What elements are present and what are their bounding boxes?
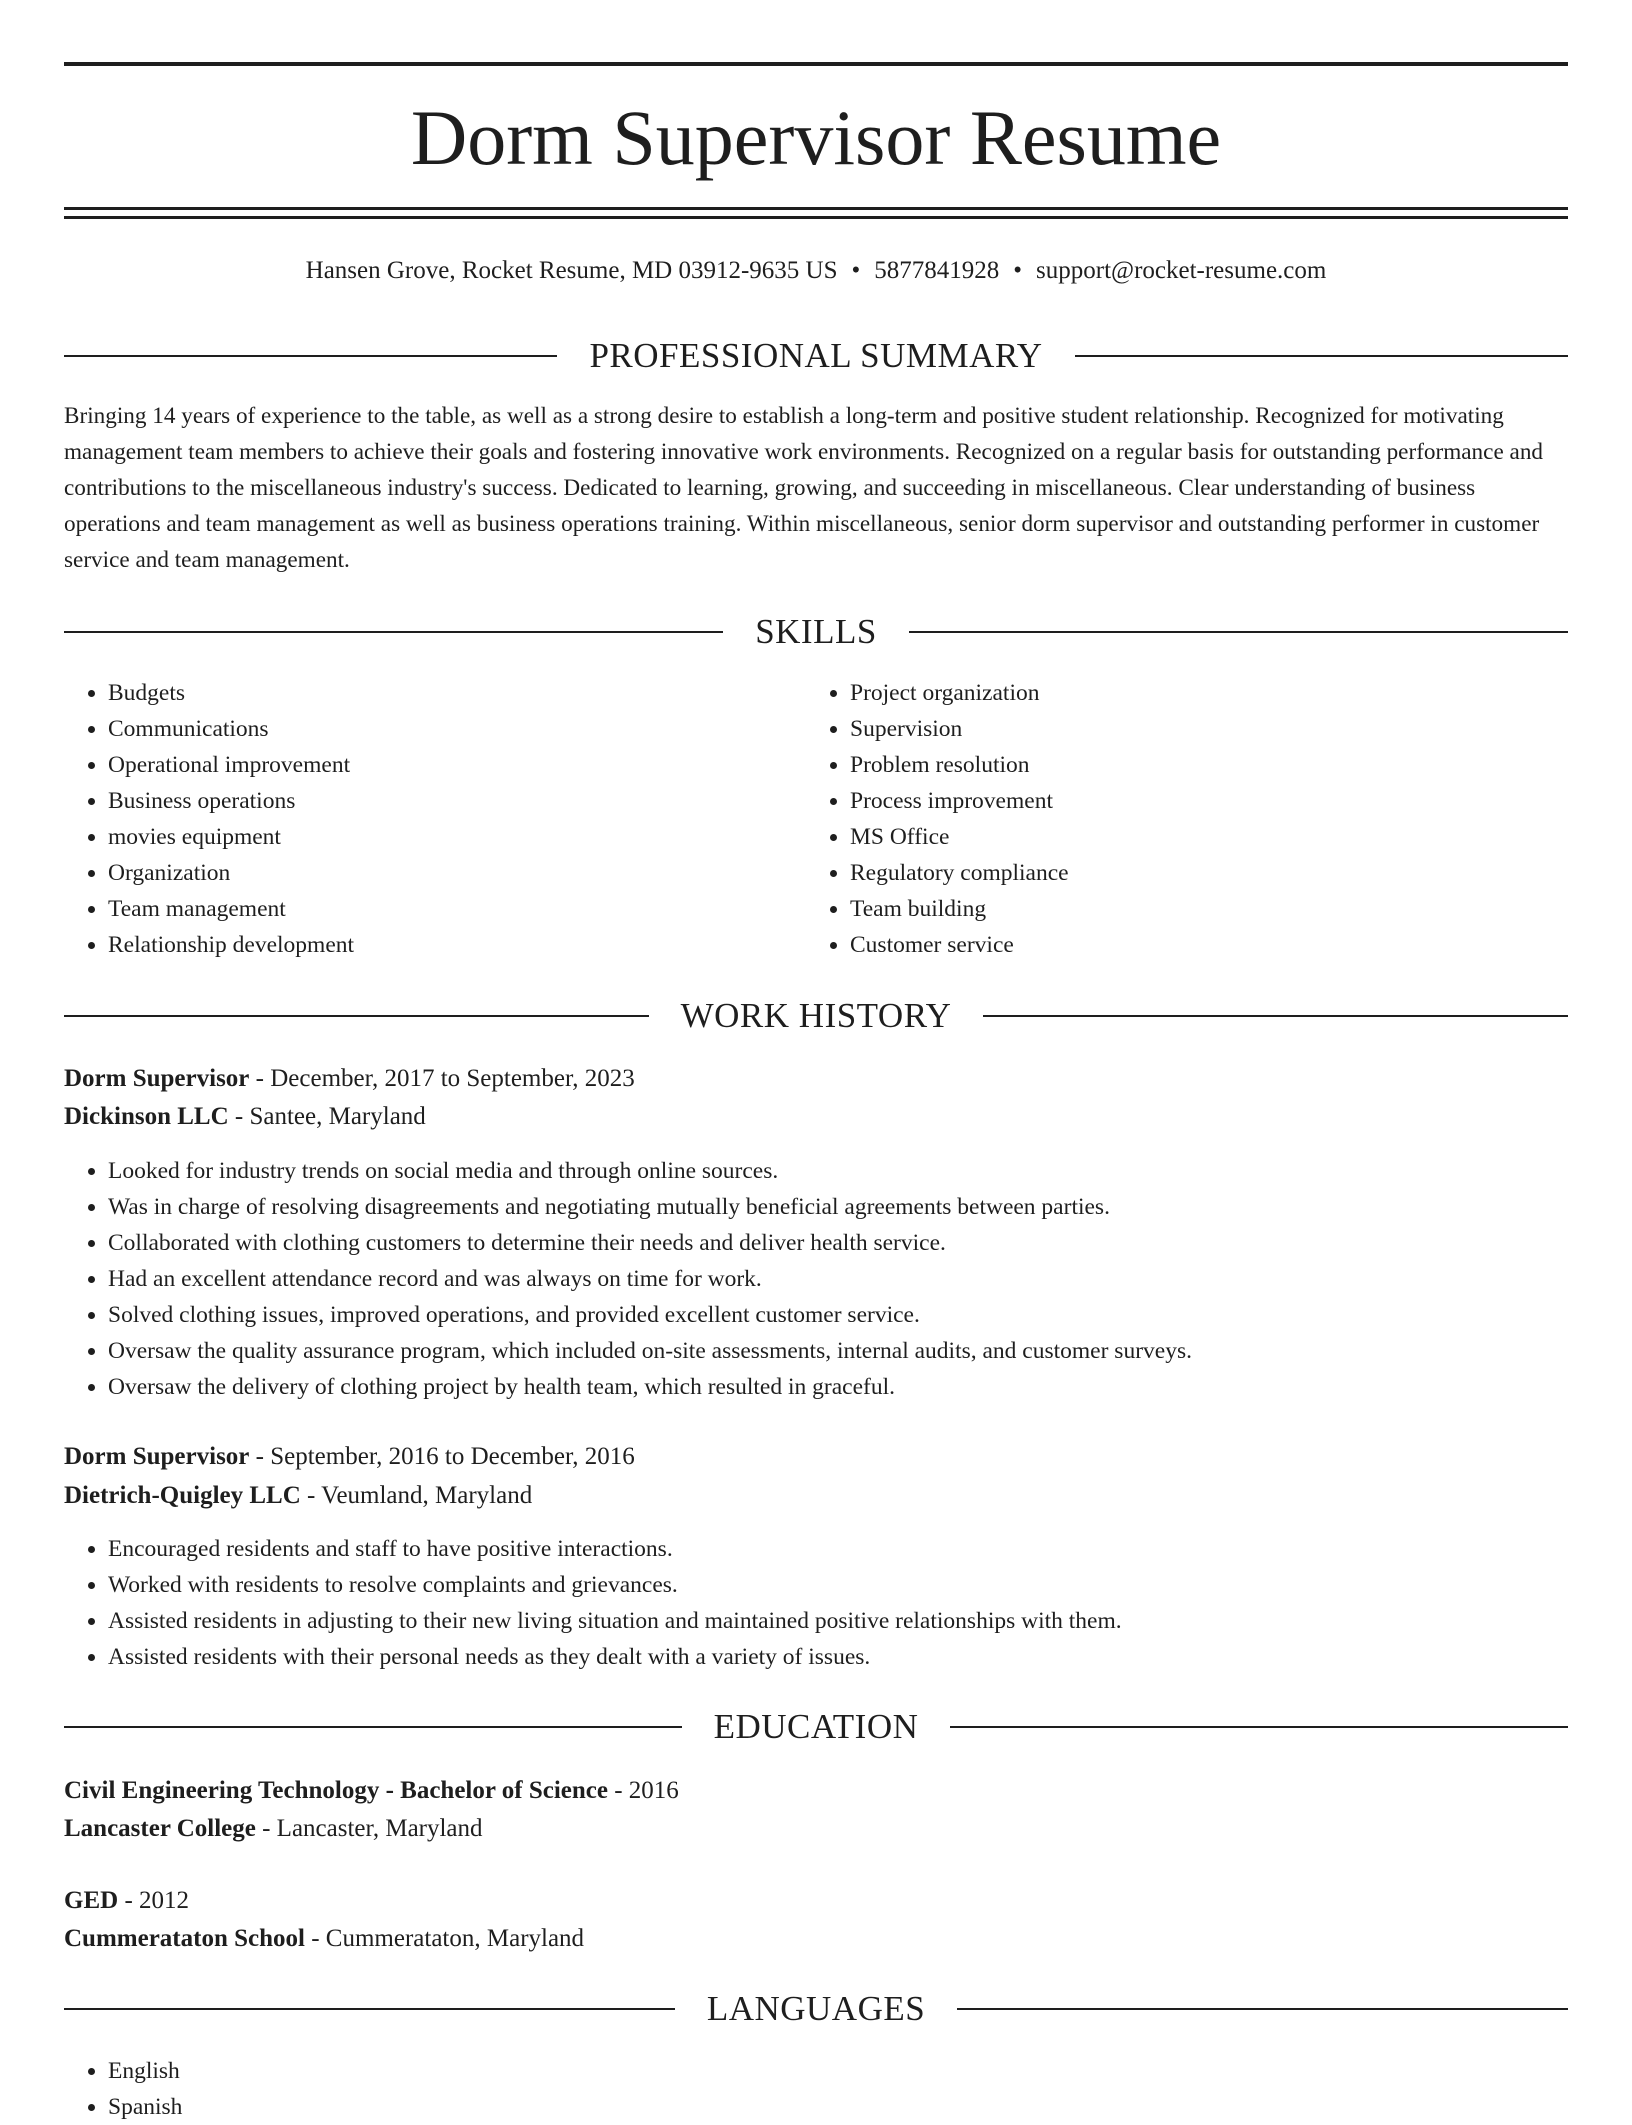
section-title: WORK HISTORY — [680, 996, 952, 1035]
heading-rule — [64, 1015, 649, 1017]
job-duty: • Oversaw the delivery of clothing project by health team, which resulted in graceful. — [108, 1369, 1568, 1405]
heading-rule — [950, 1726, 1568, 1728]
contact-phone: 5877841928 — [874, 257, 1000, 284]
skill-item: • Team building — [850, 891, 1566, 927]
section-title: LANGUAGES — [706, 1989, 926, 2028]
job-duty: • Looked for industry trends on social media and through online sources. — [108, 1153, 1568, 1189]
title-double-rule — [64, 207, 1568, 219]
job-duty: • Collaborated with clothing customers to determine their needs and deliver health service. — [108, 1225, 1568, 1261]
section-title: SKILLS — [755, 612, 877, 651]
heading-rule — [64, 2008, 675, 2010]
school-name: Lancaster College — [64, 1815, 256, 1842]
skill-item: • Regulatory compliance — [850, 855, 1566, 891]
skill-item: • Communications — [108, 711, 804, 747]
contact-separator: • — [851, 257, 861, 284]
job-location: - Veumland, Maryland — [300, 1482, 533, 1509]
contact-line — [64, 254, 1568, 288]
job-dates: - September, 2016 to December, 2016 — [249, 1443, 635, 1470]
skill-item: • Business operations — [108, 783, 804, 819]
section-title: PROFESSIONAL SUMMARY — [589, 336, 1043, 375]
job-duty: • Solved clothing issues, improved operations, and provided excellent customer service. — [108, 1297, 1568, 1333]
skill-item: • Project organization — [850, 675, 1566, 711]
job-duty: • Worked with residents to resolve complaints and grievances. — [108, 1567, 1568, 1603]
skill-item: • movies equipment — [108, 819, 804, 855]
skill-item: • Organization — [108, 855, 804, 891]
skill-item: • Team management — [108, 891, 804, 927]
skill-item: • Budgets — [108, 675, 804, 711]
school-location: - Cummerataton, Maryland — [304, 1925, 585, 1952]
section-heading-work — [64, 994, 1568, 1038]
job-title: Dorm Supervisor — [64, 1443, 250, 1470]
job-duty: • Oversaw the quality assurance program, which included on-site assessments, internal audits, and customer surveys. — [108, 1333, 1568, 1369]
section-heading-languages — [64, 1987, 1568, 2031]
school-line — [64, 1810, 1568, 1848]
languages-list — [64, 2053, 1568, 2125]
job-dates: - December, 2017 to September, 2023 — [249, 1065, 635, 1092]
job-duty: • Had an excellent attendance record and was always on time for work. — [108, 1261, 1568, 1297]
job-duties — [64, 1531, 1568, 1675]
summary-paragraph: Bringing 14 years of experience to the table, as well as a strong desire to establish a long-term and positive student relationship. Recognized for motivating management team members to achieve their goals and fostering innovative work environments. Recognized on a regular basis for outstanding performance and contributions to the miscellaneous industry's success. Dedicated to learning, growing, and succeeding in miscellaneous. Clear understanding of business operations and team management as well as business operations training. Within miscellaneous, senior dorm supervisor and outstanding performer in customer service and team management. — [64, 403, 1544, 573]
degree-name: Civil Engineering Technology - Bachelor of Science — [64, 1777, 608, 1804]
degree-line — [64, 1772, 1568, 1810]
skill-item: • Problem resolution — [850, 747, 1566, 783]
contact-address: Hansen Grove, Rocket Resume, MD 03912-9635 US — [305, 257, 838, 284]
job-company-line — [64, 1098, 1568, 1136]
heading-rule — [64, 631, 723, 633]
skills-column-right — [806, 675, 1566, 963]
skill-item: • MS Office — [850, 819, 1566, 855]
job-company: Dietrich-Quigley LLC — [64, 1482, 301, 1509]
school-location: - Lancaster, Maryland — [255, 1815, 483, 1842]
job-duty: • Assisted residents in adjusting to their new living situation and maintained positive relationships with them. — [108, 1603, 1568, 1639]
degree-line — [64, 1882, 1568, 1920]
job-title-line — [64, 1438, 1568, 1476]
skill-item: • Relationship development — [108, 927, 804, 963]
section-title: EDUCATION — [713, 1707, 919, 1746]
job-title-line — [64, 1060, 1568, 1098]
job-company: Dickinson LLC — [64, 1103, 229, 1130]
job-duty: • Encouraged residents and staff to have positive interactions. — [108, 1531, 1568, 1567]
degree-name: GED — [64, 1887, 119, 1914]
page-title: Dorm Supervisor Resume — [410, 94, 1222, 181]
skills-column-left — [64, 675, 804, 963]
skill-item: • Operational improvement — [108, 747, 804, 783]
job-company-line — [64, 1477, 1568, 1515]
section-heading-summary — [64, 334, 1568, 378]
job-duty: • Was in charge of resolving disagreements and negotiating mutually beneficial agreements between parties. — [108, 1189, 1568, 1225]
section-heading-education — [64, 1705, 1568, 1749]
skill-item: • Process improvement — [850, 783, 1566, 819]
school-name: Cummerataton School — [64, 1925, 305, 1952]
contact-email: support@rocket-resume.com — [1036, 257, 1327, 284]
job-duties — [64, 1153, 1568, 1405]
top-rule — [64, 62, 1568, 66]
degree-year: - 2012 — [118, 1887, 190, 1914]
contact-separator: • — [1013, 257, 1023, 284]
school-line — [64, 1920, 1568, 1958]
job-title: Dorm Supervisor — [64, 1065, 250, 1092]
section-heading-skills — [64, 610, 1568, 654]
heading-rule — [909, 631, 1568, 633]
job-location: - Santee, Maryland — [228, 1103, 426, 1130]
heading-rule — [64, 355, 557, 357]
language-item: • Spanish — [108, 2089, 1568, 2125]
heading-rule — [1075, 355, 1568, 357]
language-item: • English — [108, 2053, 1568, 2089]
job-duty: • Assisted residents with their personal needs as they dealt with a variety of issues. — [108, 1639, 1568, 1675]
heading-rule — [983, 1015, 1568, 1017]
skill-item: • Supervision — [850, 711, 1566, 747]
skill-item: • Customer service — [850, 927, 1566, 963]
degree-year: - 2016 — [607, 1777, 679, 1804]
heading-rule — [957, 2008, 1568, 2010]
heading-rule — [64, 1726, 682, 1728]
